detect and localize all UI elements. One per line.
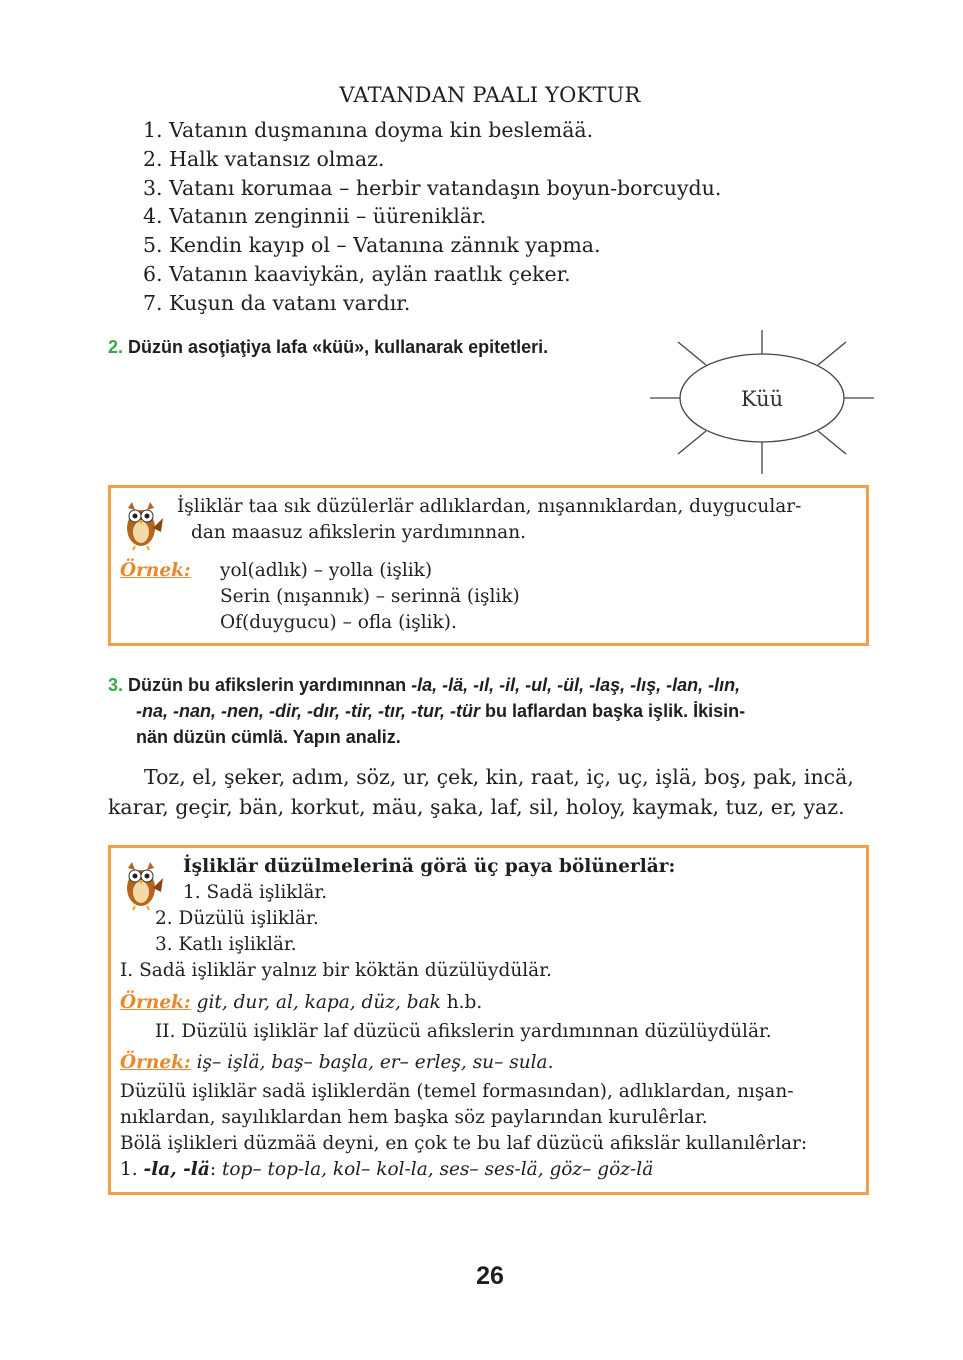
box2-heading: İşliklär düzülmelerinä görä üç paya bölünerlär:: [183, 856, 676, 877]
box1-line: İşliklär taa sık düzülerlär adlıklardan, nışannıklardan, duygucular-: [177, 496, 802, 517]
proverb-list: [143, 116, 721, 318]
paragraph-line: nıklardan, sayılıklardan hem başka söz paylarından kurulêrlar.: [120, 1107, 708, 1128]
example-line: [120, 1157, 653, 1183]
paragraph-line: Düzülü işliklär sadä işliklerdän (temel formasından), adlıklardan, nışan-: [120, 1081, 794, 1102]
page-number: 26: [476, 1262, 504, 1290]
paragraph-line: Bölä işlikleri düzmää deyni, en çok te bu laf düzücü afikslär kullanılêrlar:: [120, 1133, 808, 1154]
example-words: top– top-la, kol– kol-la, ses– ses-lä, göz– göz-lä: [221, 1159, 654, 1180]
verb-type: 2. Düzülü işliklär.: [155, 908, 319, 929]
list-item: 6. Vatanın kaaviykän, aylän raatlık çeker.: [143, 261, 571, 286]
list-item: 1. Vatanın duşmanına doyma kin beslemää.: [143, 118, 594, 142]
example-line: Serin (nışannık) – serinnä (işlik): [220, 586, 520, 607]
diagram-ray: [818, 431, 846, 454]
section-title: VATANDAN PAALI YOKTUR: [339, 83, 641, 107]
owl-icon: [117, 498, 167, 552]
diagram-ray: [678, 342, 706, 365]
example-line: yol(adlık) – yolla (işlik): [220, 560, 433, 581]
diagram-word: Küü: [740, 387, 784, 411]
ornek-label: Örnek:: [120, 560, 191, 581]
verb-type: 3. Katlı işliklär.: [155, 934, 297, 955]
example-words: git, dur, al, kapa, düz, bak: [196, 992, 441, 1013]
task-text: Düzün asoţiaţiya lafa «küü», kullanarak epitetleri.: [128, 337, 549, 357]
example-number: 1.: [120, 1159, 144, 1180]
affix-list: -la, -lä, -ıl, -il, -ul, -ül, -laş, -lış, -lan, -lın,: [411, 675, 741, 695]
rule-line: I. Sadä işliklär yalnız bir köktän düzülüydülär.: [120, 960, 552, 981]
task-text: nän düzün cümlä. Yapın analiz.: [136, 727, 401, 747]
task-text: bu laflardan başka işlik. İkisin-: [480, 701, 746, 721]
diagram-ray: [678, 431, 706, 454]
colon: :: [209, 1159, 222, 1180]
task-number: 2.: [108, 337, 124, 357]
ornek-label: Örnek:: [120, 1052, 191, 1073]
box1-line: dan maasuz afikslerin yardımınnan.: [191, 522, 526, 543]
affix-list: -na, -nan, -nen, -dir, -dır, -tir, -tır, -tur, -tür: [136, 701, 480, 721]
verb-type: 1. Sadä işliklär.: [183, 882, 328, 903]
list-item: 2. Halk vatansız olmaz.: [143, 146, 385, 171]
owl-icon: [117, 858, 167, 912]
affix: -la, -lä: [143, 1159, 210, 1180]
task-3-heading: [108, 672, 745, 750]
example-line: Of(duygucu) – ofla (işlik).: [220, 612, 457, 633]
word-list: Toz, el, şeker, adım, söz, ur, çek, kin, raat, iç, uç, işlä, boş, pak, incä, karar, geçir, bän, korkut, mäu, şaka, laf, sil, holoy, kaymak, tuz, er, yaz.: [108, 765, 854, 819]
list-item: 7. Kuşun da vatanı vardır.: [143, 290, 411, 315]
task-2-heading: [108, 334, 548, 360]
task-number: 3.: [108, 675, 124, 695]
example-tail: h.b.: [440, 992, 483, 1013]
list-item: 3. Vatanı korumaa – herbir vatandaşın boyun-borcuydu.: [143, 175, 722, 200]
example-words: iş– işlä, baş– başla, er– erleş, su– sula.: [196, 1052, 554, 1073]
diagram-ray: [818, 342, 846, 365]
example-line: [120, 990, 482, 1016]
list-item: 4. Vatanın zenginnii – üüreniklär.: [143, 204, 487, 229]
rule-line: II. Düzülü işliklär laf düzücü afikslerin yardımınnan düzülüydülär.: [155, 1021, 772, 1042]
task-text: Düzün bu afikslerin yardımınnan: [128, 675, 412, 695]
example-line: [120, 1050, 553, 1076]
ornek-label: Örnek:: [120, 992, 191, 1013]
association-diagram: [648, 328, 876, 478]
list-item: 5. Kendin kayıp ol – Vatanına zännık yapma.: [143, 233, 601, 258]
